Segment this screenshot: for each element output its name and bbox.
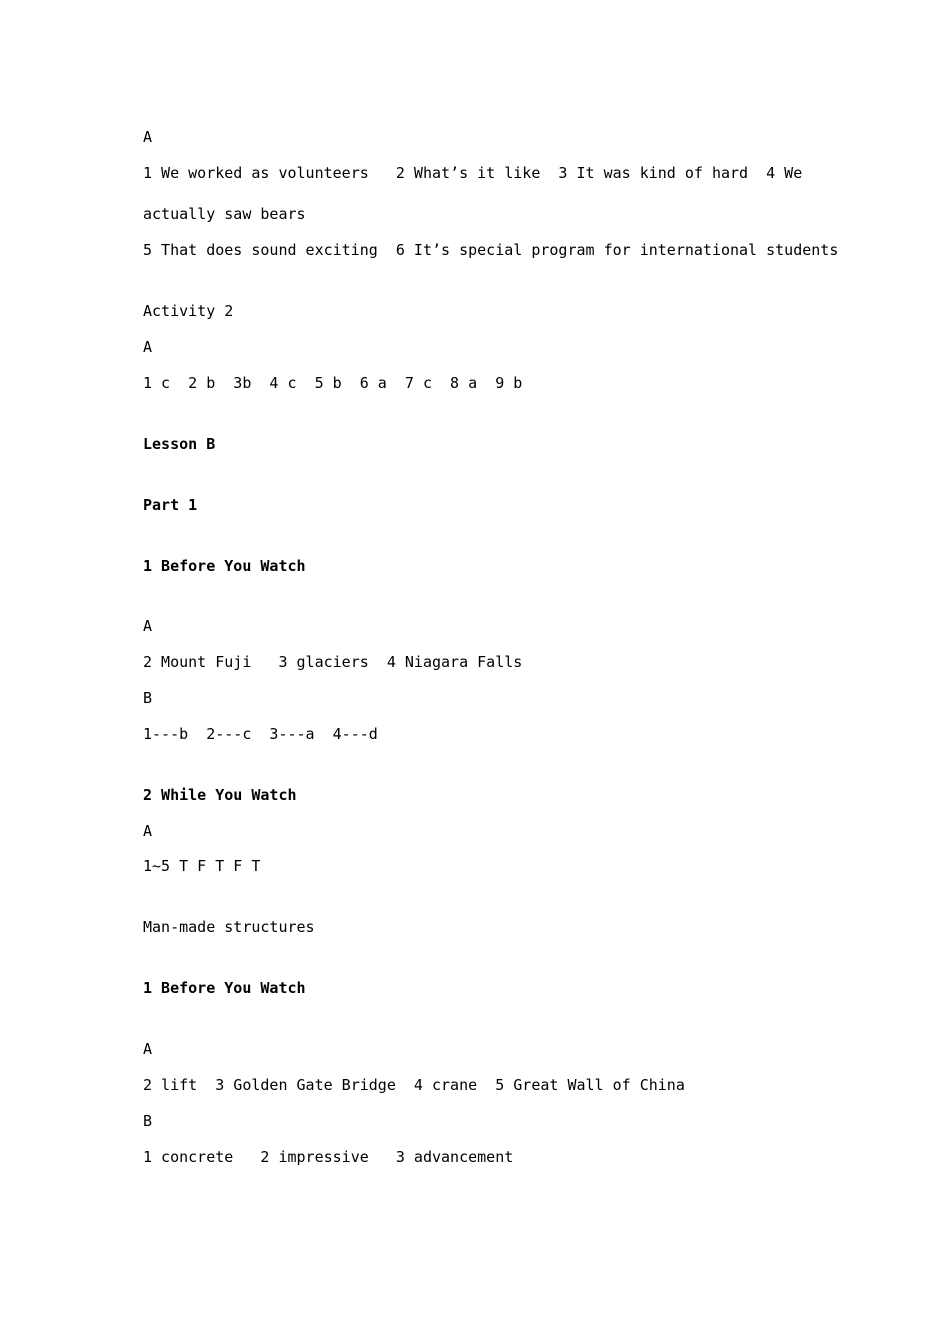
section-label-a: A: [143, 617, 153, 635]
section-label-b: B: [143, 689, 153, 707]
topic-heading: Man-made structures: [143, 918, 315, 936]
part-heading: Part 1: [143, 496, 198, 514]
section-heading: 2 While You Watch: [143, 786, 297, 804]
section-heading: 1 Before You Watch: [143, 557, 306, 575]
section-label-a: A: [143, 338, 153, 356]
answer-line: 2 lift 3 Golden Gate Bridge 4 crane 5 Great Wall of China: [143, 1076, 685, 1094]
answer-line: 1~5 T F T F T: [143, 857, 261, 875]
section-heading: 1 Before You Watch: [143, 979, 306, 997]
answer-line: 1 concrete 2 impressive 3 advancement: [143, 1148, 514, 1166]
answer-line: 5 That does sound exciting 6 It’s special program for international students: [143, 241, 839, 259]
section-label-a: A: [143, 822, 153, 840]
section-label-a: A: [143, 1040, 153, 1058]
answer-line: actually saw bears: [143, 205, 306, 223]
answer-line: 2 Mount Fuji 3 glaciers 4 Niagara Falls: [143, 653, 523, 671]
answer-line: 1---b 2---c 3---a 4---d: [143, 725, 378, 743]
activity-heading: Activity 2: [143, 302, 234, 320]
lesson-heading: Lesson B: [143, 435, 216, 453]
answer-line: 1 We worked as volunteers 2 What’s it like 3 It was kind of hard 4 We: [143, 164, 803, 182]
answer-line: 1 c 2 b 3b 4 c 5 b 6 a 7 c 8 a 9 b: [143, 374, 523, 392]
section-label-a: A: [143, 128, 153, 146]
section-label-b: B: [143, 1112, 153, 1130]
